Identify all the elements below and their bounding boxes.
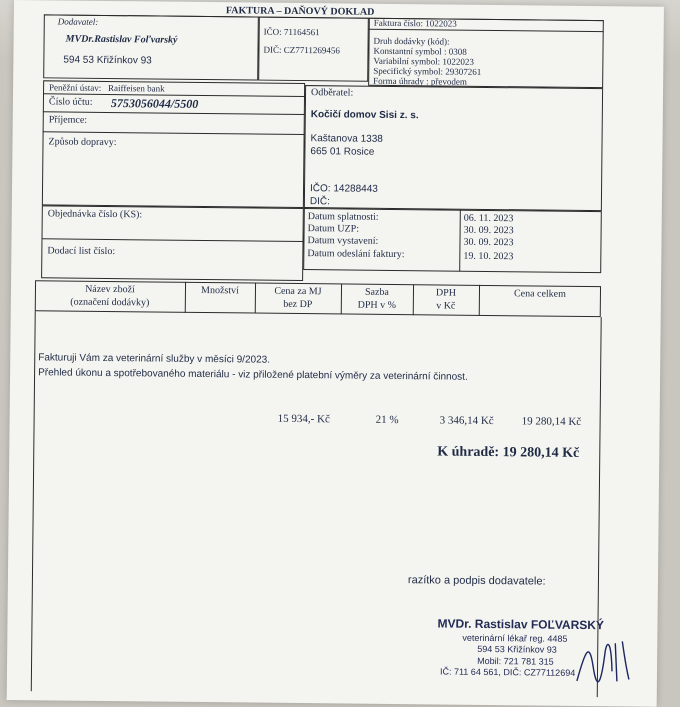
bank-name: Raiffeisen bank [108,82,165,94]
col-unit-price-1: Cena za MJ [274,285,322,298]
ico-label: IČO: [263,26,282,37]
sent-date: 19. 10. 2023 [463,250,514,263]
body-line-1: Fakturuji Vám za veterinární služby v měsíci 9/2023. [38,352,271,366]
invoice-title: FAKTURA – DAŇOVÝ DOKLAD [225,5,375,18]
supplier-name: MVDr.Rastislav Foľvarský [65,33,178,46]
customer-city: 665 01 Rosice [310,146,375,158]
col-vat-1: DPH [435,287,457,299]
amount-to-pay: K úhradě: 19 280,14 Kč [437,444,580,461]
stamp-name: MVDr. Rastislav FOĽVARSKÝ [437,616,605,633]
specific-symbol: Specifický symbol: 29307261 [373,65,482,77]
supplier-address: 594 53 Křižínkov 93 [63,54,152,67]
col-rate-2: DPH v % [357,299,397,312]
variable-symbol: Variabilní symbol: 1022023 [373,55,474,67]
dic-label: DIČ: [263,44,282,55]
order-label: Objednávka číslo (KS): [47,208,143,221]
bank-label: Peněžní ústav: [49,82,102,93]
customer-street: Kaštanova 1338 [310,133,383,145]
uzp-date-label: Datum UZP: [307,223,360,235]
sent-date-label: Datum odeslání faktury: [307,248,405,261]
due-date-label: Datum splatnosti: [307,211,379,223]
customer-name: Kočičí domov Sisi z. s. [310,109,419,122]
due-date: 06. 11. 2023 [463,212,514,225]
amount-vat: 3 346,14 Kč [439,414,494,428]
account-number: 5753056044/5500 [110,96,199,111]
supplier-dic: CZ7711269456 [283,44,340,56]
col-item-2: (označení dodávky) [70,296,150,309]
customer-ico: IČO: 14288443 [309,183,378,195]
stamp-line-5: IČ: 711 64 561, DIČ: CZ77112694 [439,666,576,678]
account-label: Číslo účtu: [48,96,93,108]
amount-rate: 21 % [375,413,399,427]
col-unit-price-2: bez DP [283,298,313,311]
body-line-2: Přehled úkonu a spotřebovaného materiálu - viz přiložené platební výměry za veterinární činnost. [38,367,468,383]
col-vat-2: v Kč [436,300,456,312]
payment-form: Forma úhrady : převodem [373,75,467,87]
col-qty: Množství [201,284,239,297]
supplier-ico: 71164561 [283,26,320,38]
invoice-number: Faktura číslo: 1022023 [373,17,457,29]
signature-label: razítko a podpis dodavatele: [407,574,546,588]
invoice-sheet [7,0,664,707]
recipient-label: Příjemce: [48,114,88,126]
stamp-line-4: Mobil: 721 781 315 [477,655,554,667]
divider [31,311,36,691]
stamp-line-2: veterinární lékař reg. 4485 [462,632,568,644]
uzp-date: 30. 09. 2023 [463,224,514,237]
amount-total: 19 280,14 Kč [521,415,582,428]
delivery-note-label: Dodací list číslo: [47,245,116,258]
customer-dic: DIČ: [309,196,330,208]
col-rate-1: Sazba [364,286,389,298]
transport-label: Způsob dopravy: [48,136,117,149]
signature-scribble-icon [567,631,638,692]
customer-label: Odběratel: [310,87,354,99]
col-total: Cena celkem [513,288,566,300]
issue-date: 30. 09. 2023 [463,236,514,249]
supplier-label: Dodavatel: [57,16,99,27]
constant-symbol: Konstantní symbol : 0308 [373,45,467,57]
col-item-1: Název zboží [85,283,135,296]
stamp-line-3: 594 53 Křižínkov 93 [477,643,557,655]
amount-base: 15 934,- Kč [277,412,330,426]
issue-date-label: Datum vystavení: [307,235,379,247]
delivery-type: Druh dodávky (kód): [373,35,450,47]
